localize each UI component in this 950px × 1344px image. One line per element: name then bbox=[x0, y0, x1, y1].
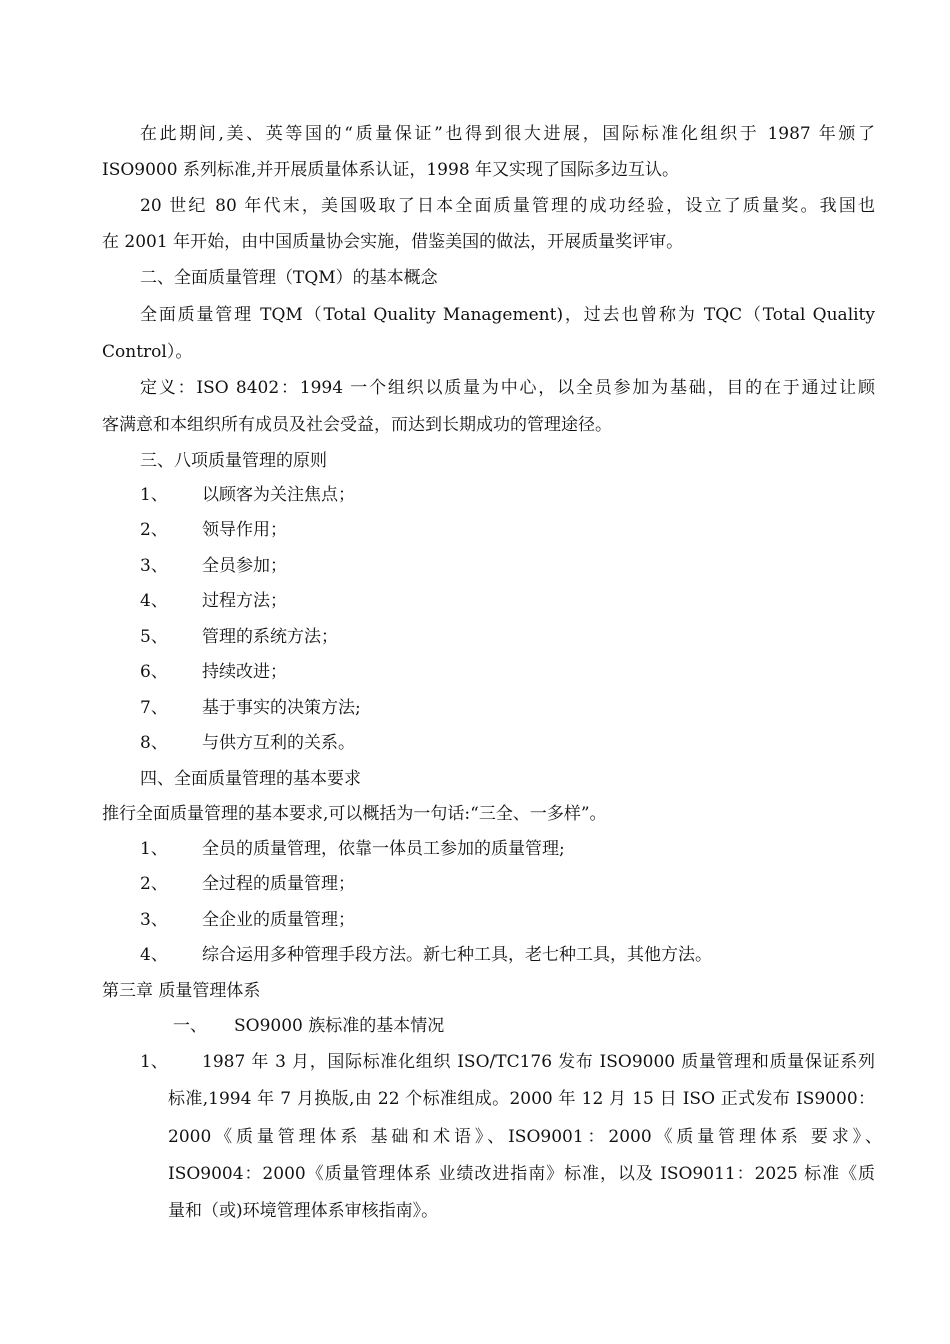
list-item-number: 3、 bbox=[140, 910, 168, 930]
list-item-number: 8、 bbox=[140, 733, 168, 753]
list-item-number: 2、 bbox=[140, 520, 168, 540]
paragraph-1-line-2: ISO9000 系列标准,并开展质量体系认证，1998 年又实现了国际多边互认。 bbox=[102, 160, 680, 180]
list-item-number: 4、 bbox=[140, 945, 168, 965]
list-item-number: 6、 bbox=[140, 662, 168, 682]
list-item-text: 过程方法； bbox=[202, 591, 287, 611]
paragraph-2-line-1: 20 世纪 80 年代末，美国吸取了日本全面质量管理的成功经验，设立了质量奖。我国也 bbox=[140, 196, 875, 216]
section-title: SO9000 族标准的基本情况 bbox=[234, 1016, 445, 1036]
list-item-text: 与供方互利的关系。 bbox=[202, 733, 355, 753]
item-1-line-1: 1987 年 3 月，国际标准化组织 ISO/TC176 发布 ISO9000 质量管理和质量保证系列 bbox=[202, 1052, 875, 1072]
paragraph-2-line-2: 在 2001 年开始，由中国质量协会实施，借鉴美国的做法，开展质量奖评审。 bbox=[102, 232, 684, 252]
paragraph-1-line-1: 在此期间,美、英等国的“质量保证”也得到很大进展，国际标准化组织于 1987 年颁了 bbox=[140, 124, 875, 144]
list-item-text: 基于事实的决策方法; bbox=[202, 698, 361, 718]
list-item-text: 领导作用； bbox=[202, 520, 287, 540]
list-item-number: 5、 bbox=[140, 627, 168, 647]
chapter-heading: 第三章 质量管理体系 bbox=[102, 981, 261, 1001]
list-item-text: 全企业的质量管理； bbox=[202, 910, 355, 930]
item-1-line-5: 量和（或)环境管理体系审核指南》。 bbox=[168, 1201, 439, 1221]
list-item-number: 1、 bbox=[140, 485, 168, 505]
list-item-text: 全员的质量管理，依靠一体员工参加的质量管理; bbox=[202, 839, 565, 859]
list-item-text: 管理的系统方法； bbox=[202, 627, 338, 647]
item-1-number: 1、 bbox=[140, 1052, 168, 1072]
list-item-text: 全员参加； bbox=[202, 556, 287, 576]
item-1-line-2: 标准,1994 年 7 月换版,由 22 个标准组成。2000 年 12 月 15 日 ISO 正式发布 IS9000： bbox=[168, 1089, 875, 1109]
heading-tqm-concept: 二、全面质量管理（TQM）的基本概念 bbox=[140, 268, 438, 288]
item-1-line-3: 2000《质量管理体系 基础和术语》、ISO9001：2000《质量管理体系 要求》、 bbox=[168, 1127, 882, 1147]
list-item-number: 1、 bbox=[140, 839, 168, 859]
item-1-line-4: ISO9004：2000《质量管理体系 业绩改进指南》标准，以及 ISO9011：2025 标准《质 bbox=[168, 1164, 875, 1184]
paragraph-5: 推行全面质量管理的基本要求,可以概括为一句话:“三全、一多样”。 bbox=[102, 804, 607, 824]
list-item-text: 综合运用多种管理手段方法。新七种工具，老七种工具，其他方法。 bbox=[202, 945, 712, 965]
list-item-number: 3、 bbox=[140, 556, 168, 576]
list-item-text: 全过程的质量管理； bbox=[202, 874, 355, 894]
paragraph-4-line-1: 定义：ISO 8402：1994 一个组织以质量为中心，以全员参加为基础，目的在于通过让顾 bbox=[140, 378, 875, 398]
heading-eight-principles: 三、八项质量管理的原则 bbox=[140, 451, 327, 471]
section-number: 一、 bbox=[173, 1016, 207, 1036]
paragraph-3-line-2: Control）。 bbox=[102, 342, 193, 362]
paragraph-3-line-1: 全面质量管理 TQM（Total Quality Management)，过去也曾称为 TQC（Total Quality bbox=[140, 305, 875, 325]
list-item-text: 以顾客为关注焦点； bbox=[202, 485, 355, 505]
list-item-text: 持续改进； bbox=[202, 662, 287, 682]
list-item-number: 2、 bbox=[140, 874, 168, 894]
paragraph-4-line-2: 客满意和本组织所有成员及社会受益，而达到长期成功的管理途径。 bbox=[102, 415, 612, 435]
heading-basic-requirements: 四、全面质量管理的基本要求 bbox=[140, 769, 361, 789]
list-item-number: 4、 bbox=[140, 591, 168, 611]
list-item-number: 7、 bbox=[140, 698, 168, 718]
